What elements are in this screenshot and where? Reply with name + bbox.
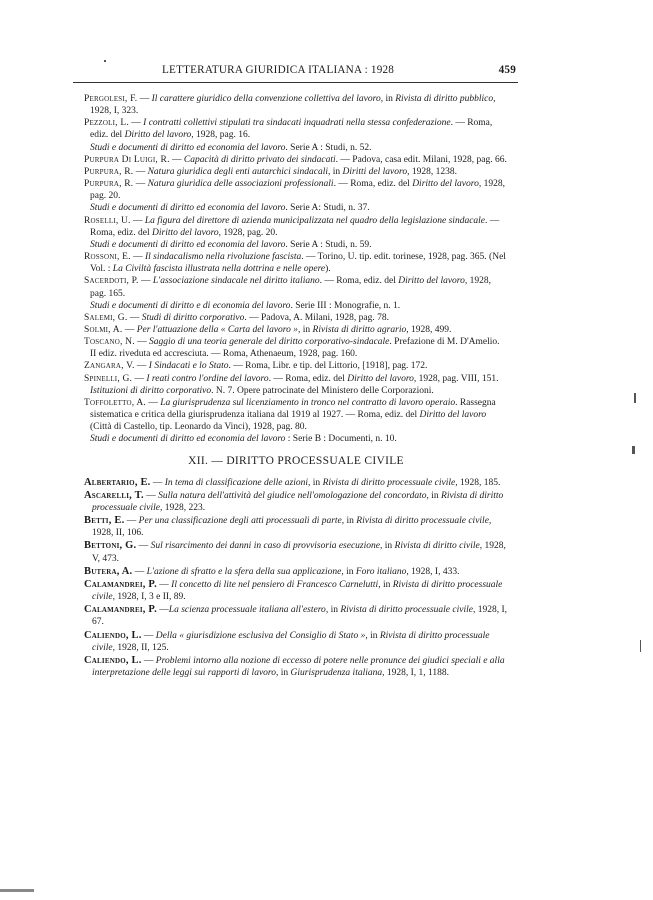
bibliography-entry bbox=[84, 490, 508, 514]
entry-author: Purpura Di Luigi, R. bbox=[84, 154, 170, 165]
entry-title: Problemi intorno alla nozione di eccesso di potere nelle pronunce dei giudici speciali e alla interpretazione delle leggi sui rapporti di lavoro bbox=[92, 655, 505, 679]
entry-author: Salemi, G. bbox=[84, 312, 128, 323]
entry-separator: — bbox=[133, 179, 148, 190]
entry-title: Il concetto di lite nel pensiero di Francesco Carnelutti bbox=[171, 579, 379, 590]
bibliography-entry bbox=[84, 397, 508, 433]
series-detail: . Serie A: Studi, n. 37. bbox=[285, 203, 370, 214]
entry-author: Roselli, U. bbox=[84, 215, 131, 226]
bibliography-entry bbox=[84, 312, 508, 324]
series-title: Studi e documenti di diritto ed economia del lavoro bbox=[90, 239, 286, 250]
entry-title: Studi di diritto corporativo bbox=[141, 312, 245, 323]
entry-author: Zangara, V. bbox=[84, 361, 135, 372]
scan-mark bbox=[634, 393, 636, 403]
page-number: 459 bbox=[498, 64, 516, 76]
entry-title: La scienza processuale italiana all'estero bbox=[168, 605, 326, 616]
bibliography-entry bbox=[84, 373, 508, 385]
bibliography-entry bbox=[84, 604, 508, 628]
entry-citation: , 1928, II, 106. bbox=[92, 516, 492, 539]
entry-citation: , 1928, I, 433. bbox=[406, 566, 460, 577]
entry-title: Per l'attuazione della « Carta del lavoro » bbox=[136, 324, 299, 335]
entry-details: . — Roma, ediz. del bbox=[319, 276, 399, 287]
series-detail: : Serie B : Documenti, n. 10. bbox=[285, 434, 397, 445]
entry-title: I Sindacati e lo Stato bbox=[148, 361, 229, 372]
entry-citation: (Città di Castello, tip. Leonardo da Vinci), 1928, pag. 80. bbox=[90, 422, 307, 433]
entry-journal: Diritto del lavoro bbox=[398, 276, 465, 287]
entry-separator: — bbox=[137, 94, 152, 104]
entry-author: Ascarelli, T. bbox=[84, 489, 144, 501]
entry-details: , in bbox=[380, 541, 395, 552]
entry-title: Sulla natura dell'attività del giudice nell'omologazione del concordato bbox=[158, 490, 427, 501]
entry-details: . — Roma, ediz. del bbox=[333, 179, 413, 190]
entry-journal: Rivista di diritto pubblico bbox=[395, 94, 494, 104]
bibliography-entry bbox=[84, 215, 508, 239]
entry-separator: — bbox=[141, 655, 156, 666]
entry-title: Il carattere giuridico della convenzione collettiva del lavoro bbox=[151, 94, 381, 104]
entry-author: Calamandrei, P. bbox=[84, 604, 157, 616]
entry-author: Sacerdoti, P. bbox=[84, 276, 139, 287]
bibliography-entry bbox=[84, 540, 508, 564]
entry-separator: — bbox=[124, 516, 139, 527]
entry-title: Della « giurisdizione esclusiva del Consiglio di Stato » bbox=[155, 630, 366, 641]
scan-mark bbox=[104, 60, 106, 62]
entry-citation: ). bbox=[325, 264, 331, 275]
bibliography-entry bbox=[84, 154, 508, 166]
series-title: Studi e documenti di diritto e di economia del lavoro bbox=[90, 300, 291, 311]
entry-details: . — Torino, U. tip. edit. torinese, 1928, pag. 365. (Nel Vol. : bbox=[90, 252, 506, 275]
series-note bbox=[84, 385, 508, 397]
entry-details: . Prefazione di M. D'Amelio. II ediz. riveduta ed accresciuta. — Roma, Athenaeum, 1928, pag. 160. bbox=[90, 337, 500, 360]
entry-details: , in bbox=[276, 668, 291, 679]
entry-details: , in bbox=[426, 490, 442, 501]
entry-author: Butera, A. bbox=[84, 565, 133, 577]
bibliography-entry bbox=[84, 655, 508, 679]
header-rule bbox=[73, 82, 518, 83]
entry-separator: — bbox=[146, 397, 161, 408]
entry-title: Per una classificazione degli atti processuali di parte bbox=[138, 516, 342, 527]
entry-author: Pergolesi, F. bbox=[84, 94, 138, 104]
section-heading: XII. — DIRITTO PROCESSUALE CIVILE bbox=[188, 454, 404, 467]
section-xii-entries bbox=[84, 477, 508, 680]
entry-separator: — bbox=[141, 630, 156, 641]
entry-title: I contratti collettivi stipulati tra sindacati inquadrati nella stessa confederazione bbox=[143, 118, 451, 129]
bibliography-entry bbox=[84, 117, 508, 141]
entry-details: . — Roma, ediz. del bbox=[268, 373, 348, 384]
entry-details: , in bbox=[341, 566, 356, 577]
bibliography-entry bbox=[84, 336, 508, 360]
entry-author: Purpura, R. bbox=[84, 166, 134, 177]
entry-author: Betti, E. bbox=[84, 515, 125, 527]
bibliography-entry bbox=[84, 166, 508, 178]
entry-separator: — bbox=[156, 579, 172, 590]
entry-citation: , 1928, I, 323. bbox=[90, 94, 496, 117]
entry-title: I reati contro l'ordine del lavoro bbox=[146, 373, 269, 384]
entry-separator: — bbox=[134, 361, 149, 372]
entry-title: La giurisprudenza sul licenziamento in tronco nel contratto di lavoro operaio bbox=[160, 397, 456, 408]
entry-journal: Rivista di diritto agrario bbox=[312, 324, 407, 335]
entry-journal: Rivista di diritto processuale civile bbox=[92, 579, 503, 603]
entry-details: . — Roma, ediz. del bbox=[90, 215, 500, 238]
entry-separator: — bbox=[130, 215, 145, 226]
entry-citation: , 1928, II, 125. bbox=[112, 642, 169, 653]
series-note bbox=[84, 239, 508, 251]
bibliography-entry bbox=[84, 324, 508, 336]
entry-separator: — bbox=[156, 605, 169, 616]
entry-author: Toffoletto, A. bbox=[84, 397, 146, 408]
entry-details: , in bbox=[365, 630, 380, 641]
entry-separator: — bbox=[143, 490, 159, 501]
series-title: Istituzioni di diritto corporativo bbox=[90, 385, 212, 396]
entry-journal: Rivista di diritto civile bbox=[394, 541, 480, 552]
entry-author: Caliendo, L. bbox=[84, 629, 142, 641]
bibliography-entry bbox=[84, 566, 508, 578]
entry-title: La figura del direttore di azienda municipalizzata nel quadro della legislazione sindacale bbox=[144, 215, 486, 226]
entry-details: . — Roma, ediz. del bbox=[90, 118, 493, 141]
entry-separator: — bbox=[130, 252, 145, 263]
entry-journal: Rivista di diritto processuale civile bbox=[356, 516, 489, 527]
entry-journal: Rivista di diritto processuale civile bbox=[340, 605, 473, 616]
entry-journal: Diritto del lavoro bbox=[124, 130, 192, 141]
entry-author: Solmi, A. bbox=[84, 324, 123, 335]
bibliography-entry bbox=[84, 579, 508, 603]
entry-author: Spinelli, G. bbox=[84, 373, 133, 384]
entry-separator: — bbox=[169, 154, 184, 165]
entry-separator: — bbox=[132, 566, 147, 577]
entry-journal: Diritti del lavoro bbox=[342, 166, 408, 177]
entry-details: , in bbox=[380, 94, 396, 104]
entry-details: . — Padova, casa edit. Milani, 1928, pag. 66. bbox=[335, 154, 507, 165]
entry-citation: , 1928, pag. 20. bbox=[218, 227, 278, 238]
entry-journal: Diritto del lavoro bbox=[419, 410, 487, 421]
entry-separator: — bbox=[150, 477, 165, 488]
entry-author: Toscano, N. bbox=[84, 337, 135, 348]
series-note bbox=[84, 433, 508, 445]
series-note bbox=[84, 142, 508, 154]
entry-author: Purpura, R. bbox=[84, 179, 134, 190]
entry-title: Sul risarcimento dei danni in caso di provvisoria esecuzione bbox=[150, 541, 380, 552]
scan-mark bbox=[640, 640, 641, 652]
entry-citation: , 1928, I, 67. bbox=[92, 605, 507, 628]
series-detail: . Serie A : Studi, n. 59. bbox=[285, 239, 372, 250]
entry-journal: Diritto del lavoro bbox=[347, 373, 414, 384]
entry-citation: , 1928, pag. 165. bbox=[90, 276, 492, 299]
entry-journal: La Civiltà fascista illustrata nella dottrina e nelle opere bbox=[112, 264, 326, 275]
entry-journal: Diritto del lavoro bbox=[152, 227, 219, 238]
entry-details: , in bbox=[378, 579, 393, 590]
entry-separator: — bbox=[134, 337, 150, 348]
entry-citation: , 1928, I, 1, 1188. bbox=[382, 668, 450, 679]
bibliography-entry bbox=[84, 630, 508, 654]
entry-citation: , 1928, pag. VIII, 151. bbox=[413, 373, 499, 384]
series-title: Studi e documenti di diritto ed economia del lavoro bbox=[90, 434, 286, 445]
entry-author: Pezzoli, L. bbox=[84, 118, 129, 129]
entry-citation: , 1928, 1238. bbox=[407, 166, 457, 177]
entry-separator: — bbox=[128, 118, 144, 129]
entry-details: , in bbox=[325, 605, 341, 616]
bibliography-entry bbox=[84, 515, 508, 539]
series-detail: . N. 7. Opere patrocinate del Ministero delle Corporazioni. bbox=[211, 385, 434, 396]
entry-citation: , 1928, 185. bbox=[455, 477, 501, 488]
entry-title: L'associazione sindacale nel diritto italiano bbox=[152, 276, 320, 287]
entry-title: L'azione di sfratto e la sfera della sua applicazione bbox=[146, 566, 342, 577]
entry-author: Albertario, E. bbox=[84, 476, 151, 488]
series-title: Studi e documenti di diritto ed economia del lavoro bbox=[90, 142, 286, 153]
entry-details: , in bbox=[341, 516, 357, 527]
bibliography-entry bbox=[84, 275, 508, 299]
bibliography-entry bbox=[84, 178, 508, 202]
entry-title: In tema di classificazione delle azioni bbox=[164, 477, 309, 488]
entry-title: Natura giuridica delle associazioni professionali bbox=[147, 179, 334, 190]
entry-citation: , 1928, pag. 20. bbox=[90, 179, 505, 202]
entry-author: Caliendo, L. bbox=[84, 654, 142, 666]
entry-details: , in bbox=[298, 324, 313, 335]
entry-author: Bettoni, G. bbox=[84, 540, 137, 552]
scan-mark bbox=[632, 446, 635, 454]
entry-journal: Giurisprudenza italiana bbox=[290, 668, 383, 679]
series-detail: . Serie III : Monografie, n. 1. bbox=[290, 300, 401, 311]
entry-title: Il sindacalismo nella rivoluzione fascista bbox=[145, 252, 302, 263]
entry-separator: — bbox=[136, 541, 151, 552]
entry-separator: — bbox=[122, 324, 137, 335]
entry-details: . Rassegna sistematica e critica della giurisprudenza italiana dal 1919 al 1927. — Roma, ediz. del bbox=[90, 397, 496, 421]
running-title: LETTERATURA GIURIDICA ITALIANA : 1928 bbox=[162, 64, 395, 76]
entry-separator: — bbox=[132, 373, 147, 384]
entry-citation: , 1928, 223. bbox=[159, 503, 206, 513]
entry-separator: — bbox=[133, 166, 148, 177]
entry-details: , in bbox=[308, 477, 323, 488]
bibliography-entry bbox=[84, 360, 508, 372]
series-note bbox=[84, 300, 508, 312]
series-note bbox=[84, 202, 508, 214]
series-detail: . Serie A : Studi, n. 52. bbox=[285, 142, 372, 153]
entry-author: Calamandrei, P. bbox=[84, 578, 157, 590]
bibliography-entry bbox=[84, 251, 508, 275]
bibliography-body bbox=[84, 93, 508, 680]
entry-title: Natura giuridica degli enti autarchici sindacali bbox=[147, 166, 328, 177]
entry-citation: , 1928, I, 3 e II, 89. bbox=[112, 592, 186, 603]
series-title: Studi e documenti di diritto ed economia del lavoro bbox=[90, 203, 286, 214]
entry-citation: , 1928, 499. bbox=[406, 324, 452, 335]
bibliography-entry bbox=[84, 477, 508, 489]
entry-details: . — Roma, Libr. e tip. del Littorio, [1918], pag. 172. bbox=[228, 361, 428, 372]
entry-separator: — bbox=[127, 312, 142, 323]
entry-details: . — Padova, A. Milani, 1928, pag. 78. bbox=[244, 312, 389, 323]
scan-edge-artifact bbox=[0, 886, 40, 894]
section-xi-entries bbox=[84, 93, 508, 446]
entry-title: Saggio di una teoria generale del diritto corporativo-sindacale bbox=[149, 337, 390, 348]
entry-journal: Rivista di diritto processuale civile bbox=[322, 477, 456, 488]
entry-citation: , 1928, pag. 16. bbox=[191, 130, 251, 141]
entry-journal: Diritto del lavoro bbox=[412, 179, 479, 190]
entry-title: Capacità di diritto privato dei sindacati bbox=[183, 154, 336, 165]
entry-journal: Rivista di diritto processuale civile bbox=[92, 490, 504, 513]
entry-journal: Rivista di diritto processuale civile bbox=[92, 630, 490, 653]
entry-separator: — bbox=[138, 276, 153, 287]
entry-author: Rossoni, E. bbox=[84, 252, 131, 263]
running-header bbox=[75, 64, 516, 80]
entry-details: , in bbox=[328, 166, 343, 177]
entry-citation: , 1928, V, 473. bbox=[92, 541, 506, 564]
entry-journal: Foro italiano bbox=[355, 566, 407, 577]
bibliography-entry bbox=[84, 93, 508, 117]
